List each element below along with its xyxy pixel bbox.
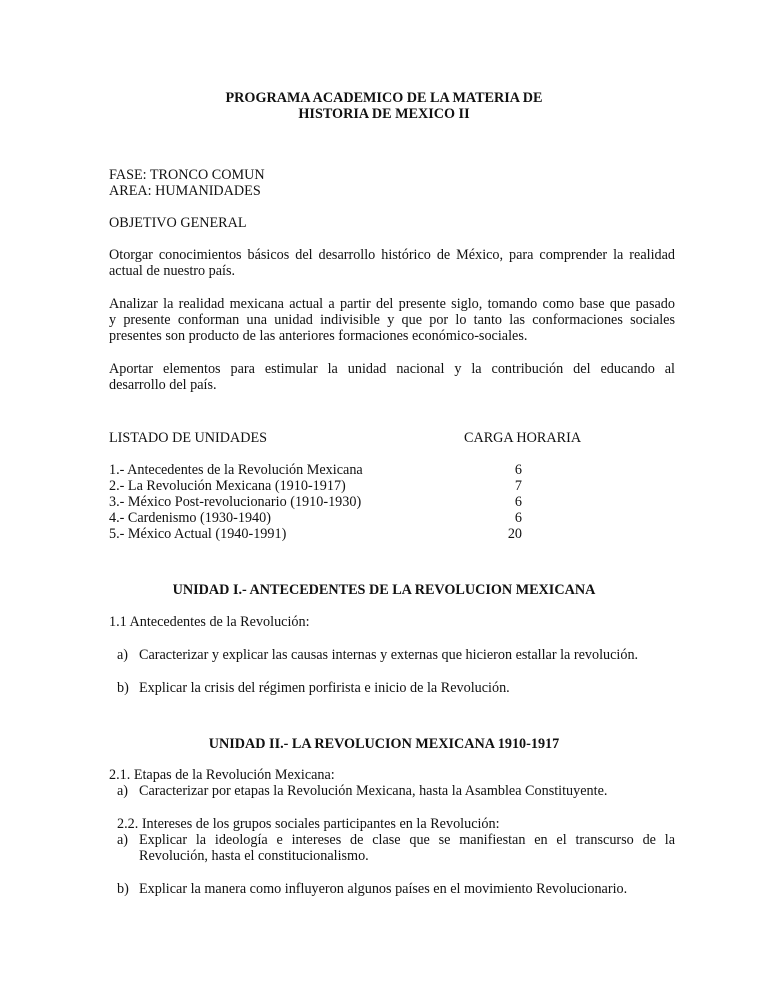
fase-label: FASE: TRONCO COMUN <box>109 167 265 183</box>
paragraph-line: desarrollo del país. <box>109 377 217 394</box>
unit-hours: 7 <box>514 478 522 494</box>
paragraph-line: Otorgar conocimientos básicos del desarrollo histórico de México, para comprender la realidad <box>109 247 675 263</box>
item-marker: a) <box>117 832 129 848</box>
item-marker: a) <box>117 783 129 799</box>
section-2-1-heading: 2.1. Etapas de la Revolución Mexicana: <box>109 767 335 783</box>
unit-2-2-item-b <box>139 881 675 897</box>
objetivo-paragraph-2 <box>109 296 675 345</box>
item-line: Explicar la ideología e intereses de clase que se manifiestan en el transcurso de la <box>139 832 675 848</box>
unit-hours: 6 <box>514 462 522 478</box>
item-line: Explicar la crisis del régimen porfirista e inicio de la Revolución. <box>139 680 510 696</box>
unit-2-1-item-a <box>139 783 675 799</box>
unit-1-item-a <box>139 647 675 663</box>
unit-list-item: 4.- Cardenismo (1930-1940) <box>109 510 271 526</box>
unit-hours: 6 <box>514 510 522 526</box>
document-title-line-2: HISTORIA DE MEXICO II <box>298 106 470 122</box>
unit-hours: 20 <box>507 526 522 542</box>
unit-list-item: 5.- México Actual (1940-1991) <box>109 526 287 542</box>
item-line: Explicar la manera como influyeron algunos países en el movimiento Revolucionario. <box>139 881 628 897</box>
item-line: Caracterizar y explicar las causas internas y externas que hicieron estallar la revolución. <box>139 647 639 663</box>
unit-hours: 6 <box>514 494 522 510</box>
paragraph-line: y presente conforman una unidad indivisible y que por lo tanto las conformaciones sociales <box>109 312 675 329</box>
objetivo-heading: OBJETIVO GENERAL <box>109 215 247 231</box>
units-list-heading: LISTADO DE UNIDADES <box>109 430 268 446</box>
item-marker: b) <box>117 680 129 696</box>
paragraph-line: Aportar elementos para estimular la unidad nacional y la contribución del educando al <box>109 361 675 377</box>
item-line: Revolución, hasta el constitucionalismo. <box>139 848 369 865</box>
section-2-2-heading: 2.2. Intereses de los grupos sociales participantes en la Revolución: <box>117 816 500 832</box>
hours-heading: CARGA HORARIA <box>464 430 582 446</box>
unit-list-item: 3.- México Post-revolucionario (1910-1930) <box>109 494 362 510</box>
area-label: AREA: HUMANIDADES <box>109 183 261 199</box>
paragraph-line: actual de nuestro país. <box>109 263 236 280</box>
objetivo-paragraph-3 <box>109 361 675 393</box>
unit-1-heading: UNIDAD I.- ANTECEDENTES DE LA REVOLUCION MEXICANA <box>172 582 596 598</box>
unit-list-item: 1.- Antecedentes de la Revolución Mexicana <box>109 462 363 478</box>
paragraph-line: Analizar la realidad mexicana actual a partir del presente siglo, tomando como base que pasado <box>109 296 675 312</box>
item-marker: b) <box>117 881 129 897</box>
unit-2-heading: UNIDAD II.- LA REVOLUCION MEXICANA 1910-1917 <box>208 736 560 752</box>
item-line: Caracterizar por etapas la Revolución Mexicana, hasta la Asamblea Constituyente. <box>139 783 608 799</box>
objetivo-paragraph-1 <box>109 247 675 279</box>
unit-list-item: 2.- La Revolución Mexicana (1910-1917) <box>109 478 346 494</box>
unit-1-item-b <box>139 680 675 696</box>
section-1-1-heading: 1.1 Antecedentes de la Revolución: <box>109 614 310 630</box>
unit-2-2-item-a <box>139 832 675 864</box>
item-marker: a) <box>117 647 129 663</box>
paragraph-line: presentes son producto de las anteriores formaciones económico-sociales. <box>109 328 528 345</box>
document-title-line-1: PROGRAMA ACADEMICO DE LA MATERIA DE <box>225 90 543 106</box>
